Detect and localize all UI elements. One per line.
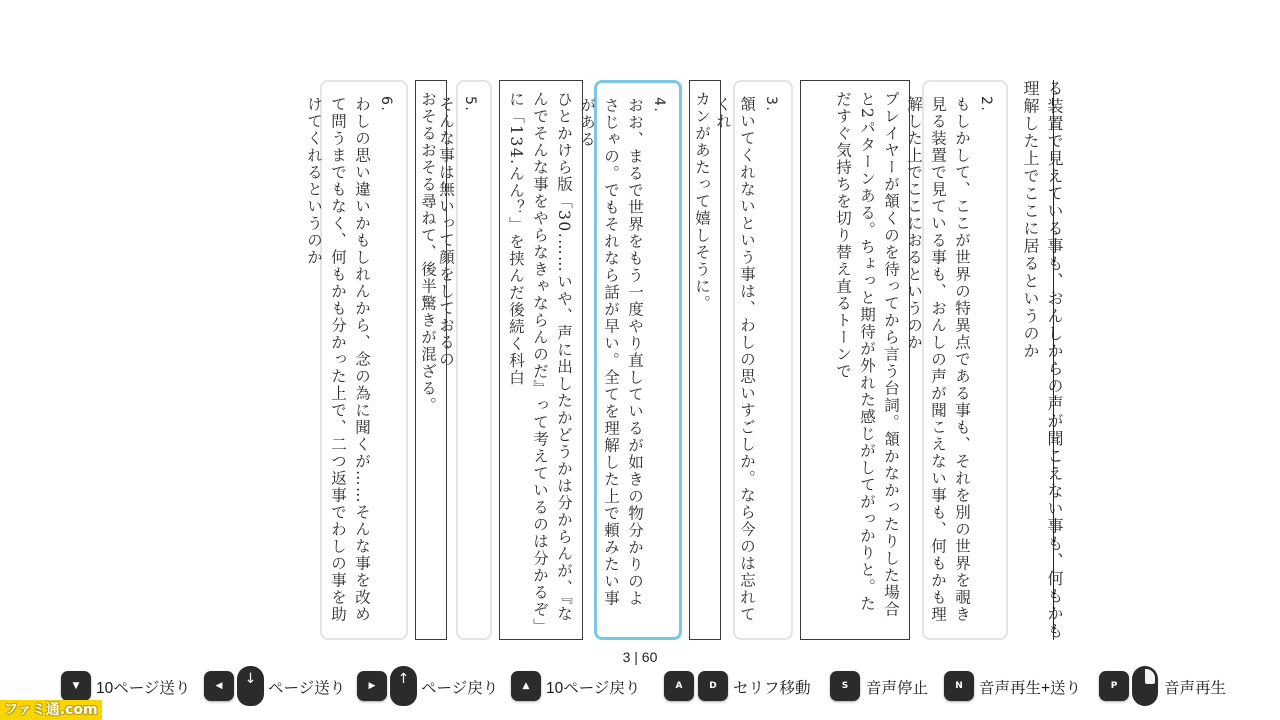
choice-text: もしかして、ここが世界の特異点である事も、それを別の世界を覗き見る装置で見ている事も、おんしの声が聞こえない事も、何もかも理解した上でここにおるというのか — [905, 96, 971, 623]
choice-number: 3. — [763, 96, 779, 113]
choice-text: おお、まるで世界をもう一度やり直しているが如きの物分かりのよさじゃの。でもそれなら話が早い。全てを理解した上で頼みたい事がある — [578, 97, 644, 607]
d-key-icon[interactable]: D — [698, 671, 728, 701]
controls-help-bar — [0, 666, 1280, 706]
note-text: プレイヤーが頷くのを待ってから言う台詞。頷かなかったりした場合と2パターンある。ちょっと期待が外れた感じがしてがっかりと。ただすぐ気持ちを切り替え直るトーンで — [834, 91, 900, 618]
page-back-label: ページ戻り — [421, 680, 499, 697]
arrow-down-key-icon[interactable]: ▼ — [61, 671, 91, 701]
voice-play-label: 音声再生 — [1164, 680, 1227, 697]
note-text: おそるおそる尋ねて、後半驚きが混ざる。 — [419, 91, 437, 414]
dialogue-choice-3[interactable] — [714, 80, 793, 640]
n-key-icon[interactable]: N — [944, 671, 974, 701]
ten-page-back-label: 10ページ戻り — [546, 680, 641, 697]
dialogue-choice-2[interactable] — [905, 80, 1008, 640]
voice-stop-label: 音声停止 — [866, 680, 929, 697]
choice-text: わしの思い違いかもしれんから、念の為に聞くが……そんな事を改めて問うまでもなく、何もかも分かった上で、二つ返事でわしの事を助けてくれるというのか — [305, 96, 371, 623]
choice-number: 6. — [378, 96, 394, 113]
a-key-icon[interactable]: A — [664, 671, 694, 701]
voice-play-advance-label: 音声再生+送り — [979, 680, 1082, 697]
line-move-label: セリフ移動 — [733, 680, 811, 697]
note-text: カンがあたって嬉しそうに。 — [693, 91, 711, 312]
mouse-right-click-icon[interactable] — [1132, 666, 1158, 706]
arrow-right-key-icon[interactable]: ▶ — [357, 671, 387, 701]
choice-number: 4. — [651, 97, 667, 114]
dialogue-choice-5[interactable] — [437, 80, 492, 640]
previous-line-2: 理解した上でここに居るというのか — [1021, 80, 1040, 360]
page-forward-label: ページ送り — [268, 680, 346, 697]
choice-number: 5. — [462, 96, 478, 113]
mouse-scroll-up-icon[interactable]: ↑ — [390, 666, 417, 706]
mouse-scroll-down-icon[interactable]: ↓ — [237, 666, 264, 706]
ten-page-forward-label: 10ページ送り — [96, 680, 191, 697]
dialogue-choice-4-selected[interactable] — [578, 80, 682, 640]
dialogue-choice-6[interactable] — [305, 80, 408, 640]
page-counter: 3 | 60 — [622, 649, 658, 665]
choice-number: 2. — [978, 96, 994, 113]
arrow-up-key-icon[interactable]: ▲ — [511, 671, 541, 701]
previous-text-column — [1012, 80, 1066, 640]
struck-previous-line: る装置で見えている事も、おんしからの声が聞こえない事も、何もかも — [1045, 80, 1064, 640]
note-text: ひとかけら版「30.……いや、声に出したかどうかは分からんが、『なんでそんな事をやらなきゃならんのだ』って考えているのは分かるぞ」に「134.んん？」を挟んだ後続く科白 — [507, 91, 573, 628]
s-key-icon[interactable]: S — [830, 671, 860, 701]
choice-text: 頷いてくれないという事は、わしの思いすごしか。なら今のは忘れてくれ — [714, 96, 756, 623]
famitsu-logo: ファミ通.com — [0, 700, 102, 720]
p-key-icon[interactable]: P — [1099, 671, 1129, 701]
arrow-left-key-icon[interactable]: ◀ — [204, 671, 234, 701]
direction-note-4 — [499, 80, 583, 640]
direction-note-2 — [800, 80, 910, 640]
choice-text: そんな事は無いって顔をしておるの — [437, 96, 455, 368]
direction-note-3 — [689, 80, 721, 640]
direction-note-5 — [415, 80, 447, 640]
